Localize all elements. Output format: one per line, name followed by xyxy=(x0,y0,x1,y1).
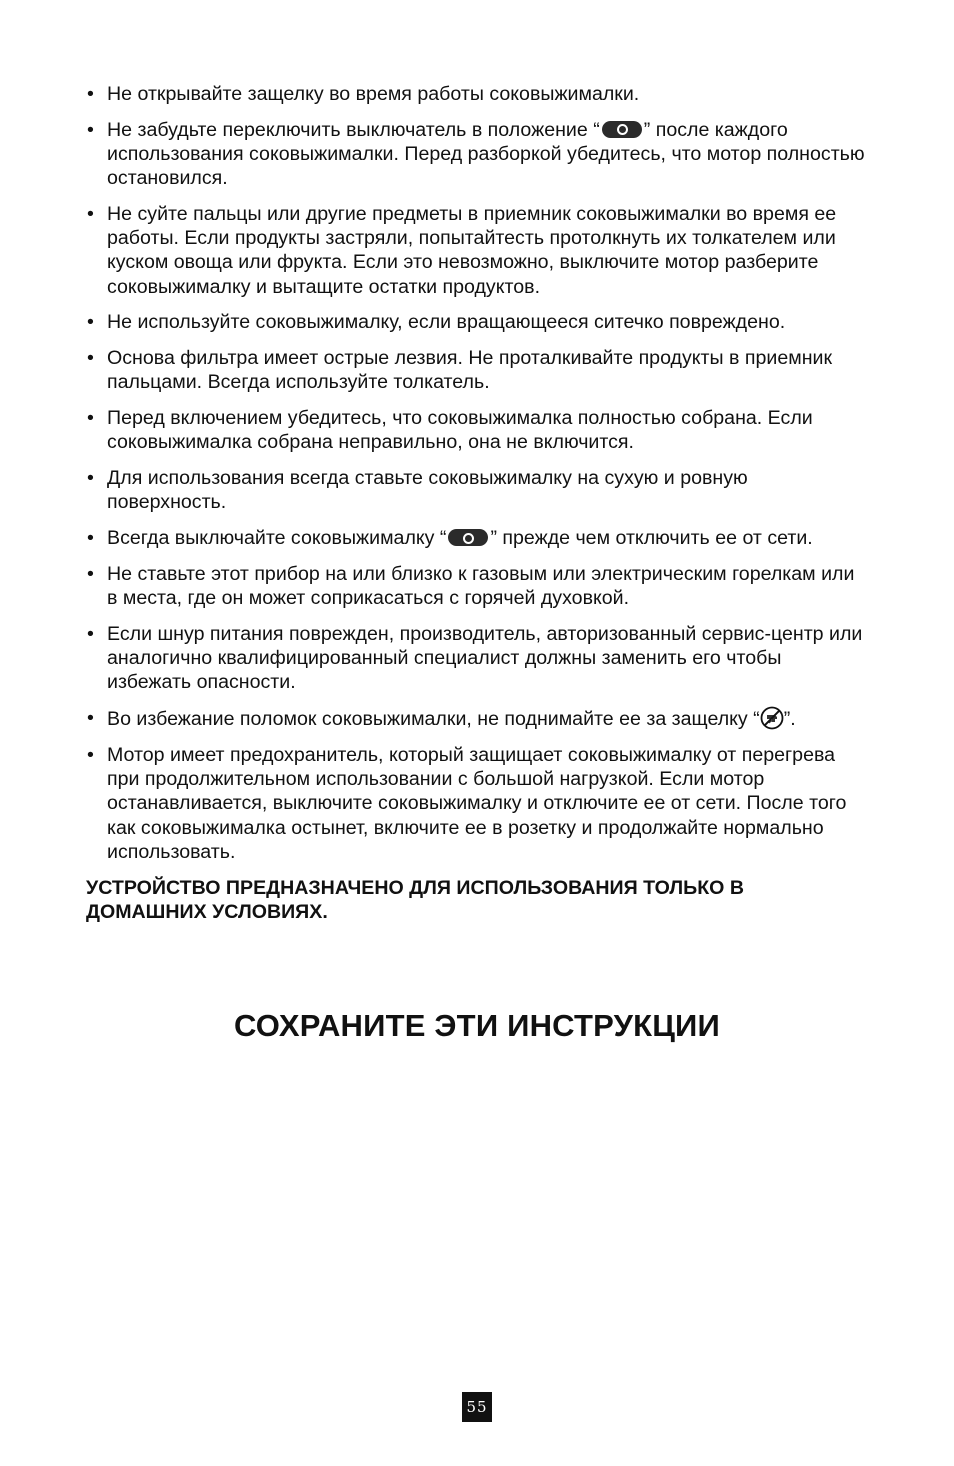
list-item: • Не суйте пальцы или другие предметы в приемник соковыжималки во время ее работы. Если продукты застряли, попытайтесть протолкнуть их толкателем или куском овоща или фрукта. Если это невозможно, выключите мотор разберите соковыжималку и вытащите остатки продуктов. xyxy=(86,202,870,299)
page-number: 55 xyxy=(462,1392,492,1422)
safety-bullet-list xyxy=(86,82,870,864)
no-lift-latch-icon xyxy=(760,706,784,730)
list-item: • Не забудьте переключить выключатель в положение “ ” после каждого использования соковыжималки. Перед разборкой убедитесь, что мотор полностью остановился. xyxy=(86,118,870,191)
list-item: • Если шнур питания поврежден, производитель, авторизованный сервис-центр или аналогично квалифицированный специалист должны заменить его чтобы избежать опасности. xyxy=(86,622,870,695)
list-item: • Мотор имеет предохранитель, который защищает соковыжималку от перегрева при продолжительном использовании с большой нагрузкой. Если мотор останавливается, выключите соковыжималку и отключите ее от сети. После того как соковыжималка остынет, включите ее в розетку и продолжайте нормально использовать. xyxy=(86,743,870,864)
list-item: • Для использования всегда ставьте соковыжималку на сухую и ровную поверхность. xyxy=(86,466,870,514)
list-item: • Не ставьте этот прибор на или близко к газовым или электрическим горелкам или в места, где он может соприкасаться с горячей духовкой. xyxy=(86,562,870,610)
switch-off-icon xyxy=(448,529,488,546)
list-item: • Перед включением убедитесь, что соковыжималка полностью собрана. Если соковыжималка собрана неправильно, она не включится. xyxy=(86,406,870,454)
save-instructions-title: СОХРАНИТЕ ЭТИ ИНСТРУКЦИИ xyxy=(233,1008,721,1043)
list-item: • Во избежание поломок соковыжималки, не поднимайте ее за защелку “ ”. xyxy=(86,706,870,731)
household-use-note: УСТРОЙСТВО ПРЕДНАЗНАЧЕНО ДЛЯ ИСПОЛЬЗОВАНИЯ ТОЛЬКО В ДОМАШНИХ УСЛОВИЯХ. xyxy=(86,877,745,924)
safety-instructions xyxy=(86,82,870,924)
switch-off-icon xyxy=(602,121,642,138)
list-item: • Не используйте соковыжималку, если вращающееся ситечко повреждено. xyxy=(86,310,870,334)
list-item: • Не открывайте защелку во время работы соковыжималки. xyxy=(86,82,870,106)
list-item: • Всегда выключайте соковыжималку “ ” прежде чем отключить ее от сети. xyxy=(86,526,870,550)
list-item: • Основа фильтра имеет острые лезвия. Не проталкивайте продукты в приемник пальцами. Всегда используйте толкатель. xyxy=(86,346,870,394)
